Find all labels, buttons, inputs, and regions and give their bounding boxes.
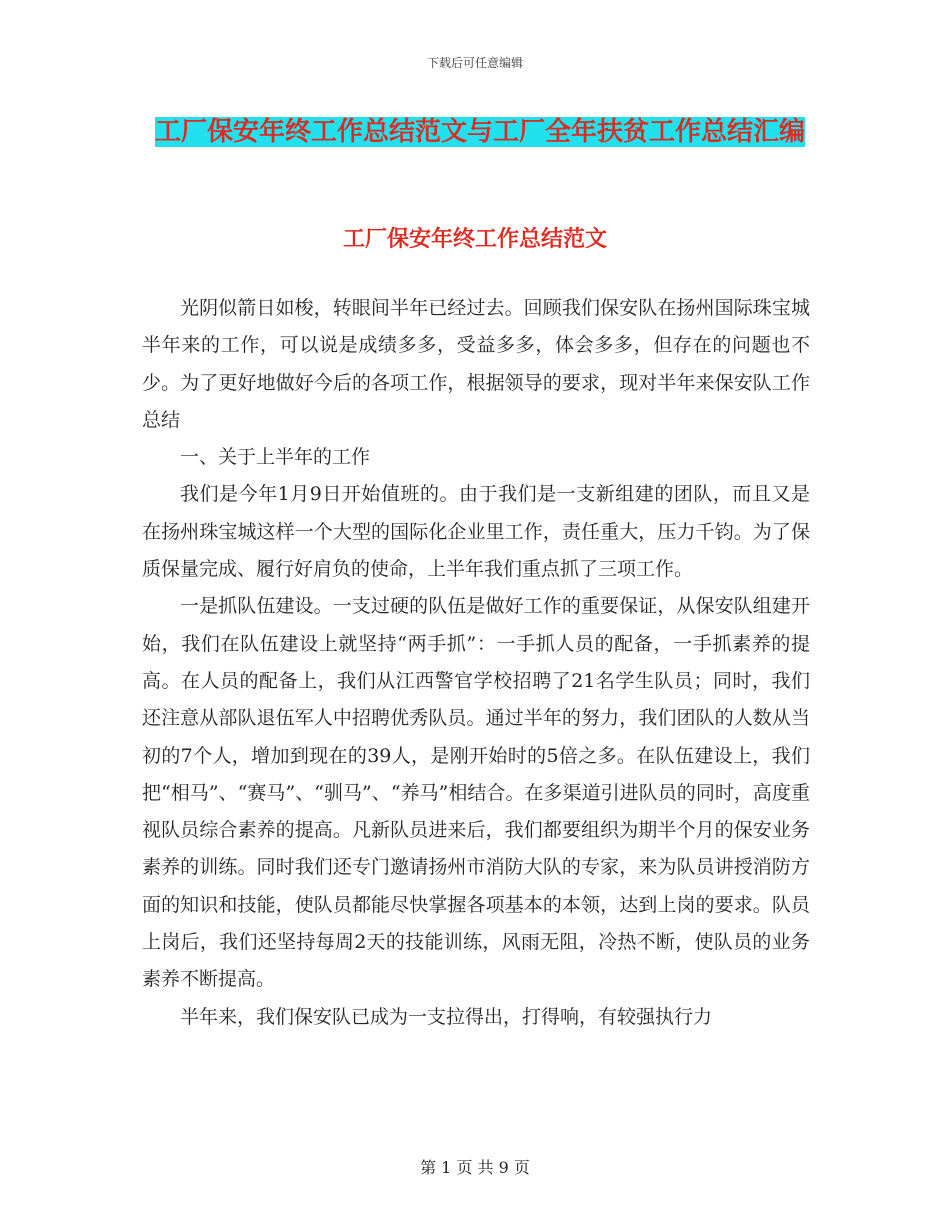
paragraph: 光阴似箭日如梭，转眼间半年已经过去。回顾我们保安队在扬州国际珠宝城半年来的工作，可以说是成绩多多，受益多多，体会多多，但存在的问题也不少。为了更好地做好今后的各项工作，根据领导的要求，现对半年来保安队工作总结 — [142, 297, 810, 431]
paragraph: 半年来，我们保安队已成为一支拉得出，打得响，有较强执行力 — [180, 1005, 713, 1028]
main-title — [150, 110, 810, 154]
body-text — [142, 290, 810, 1036]
paragraph: 一、关于上半年的工作 — [180, 446, 371, 469]
page-footer: 第 1 页 共 9 页 — [420, 1158, 530, 1177]
section-title: 工厂保安年终工作总结范文 — [342, 227, 607, 252]
paragraph: 一是抓队伍建设。一支过硬的队伍是做好工作的重要保证，从保安队组建开始，我们在队伍建设上就坚持“两手抓”：一手抓人员的配备，一手抓素养的提高。在人员的配备上，我们从江西警官学校招聘了21名学生队员；同时，我们还注意从部队退伍军人中招聘优秀队员。通过半年的努力，我们团队的人数从当初的7个人，增加到现在的39人，是刚开始时的5倍之多。在队伍建设上，我们把“相马”、“赛马”、“驯马”、“养马”相结合。在多渠道引进队员的同时，高度重视队员综合素养的提高。凡新队员进来后，我们都要组织为期半个月的保安业务素养的训练。同时我们还专门邀请扬州市消防大队的专家，来为队员讲授消防方面的知识和技能，使队员都能尽快掌握各项基本的本领，达到上岗的要求。队员上岗后，我们还坚持每周2天的技能训练，风雨无阻，冷热不断，使队员的业务素养不断提高。 — [142, 595, 810, 991]
paragraph: 我们是今年1月9日开始值班的。由于我们是一支新组建的团队，而且又是在扬州珠宝城这样一个大型的国际化企业里工作，责任重大，压力千钧。为了保质保量完成、履行好肩负的使命，上半年我们重点抓了三项工作。 — [142, 483, 810, 581]
header-note: 下载后可任意编辑 — [426, 56, 523, 70]
main-title-text: 工厂保安年终工作总结范文与工厂全年扶贫工作总结汇编 — [154, 117, 805, 147]
